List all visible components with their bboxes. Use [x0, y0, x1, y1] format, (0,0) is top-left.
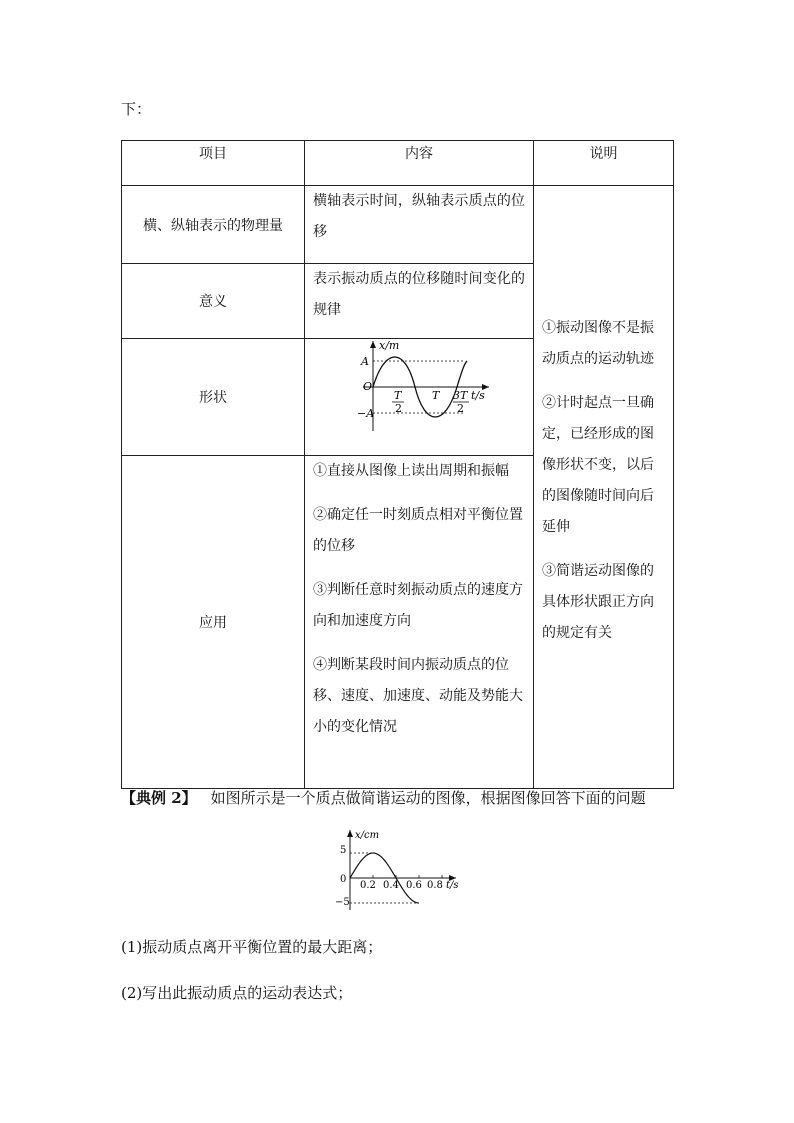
notes-cell	[534, 186, 674, 789]
row-item: 横、纵轴表示的物理量	[122, 186, 305, 264]
x-tick-label: 0.6	[406, 880, 422, 891]
row-content	[305, 456, 534, 789]
y-axis-label: x/cm	[355, 830, 380, 841]
x-axis-label: t/s	[471, 389, 485, 402]
y-axis-arrow	[347, 830, 353, 837]
amp-pos-label: A	[361, 355, 369, 368]
x-axis-label: t/s	[446, 880, 459, 891]
application-item: ④判断某段时间内振动质点的位移、速度、加速度、动能及势能大小的变化情况	[313, 657, 523, 735]
example-sine-graph	[330, 826, 470, 912]
header-notes: 说明	[534, 141, 674, 186]
y-axis-label: x/m	[379, 339, 400, 352]
note-item: ①振动图像不是振动质点的运动轨迹	[542, 319, 654, 367]
x-tick-label: 0.4	[383, 880, 399, 891]
row-item: 形状	[122, 339, 305, 456]
y-tick-label: −5	[335, 897, 350, 908]
example-tag: 【典例 2】	[121, 789, 197, 807]
example-text: 如图所示是一个质点做简谐运动的图像，根据图像回答下面的问题	[210, 789, 646, 807]
x-tick-label: 0.2	[360, 880, 376, 891]
y-tick-label: 5	[340, 845, 347, 856]
tick-t: T	[432, 389, 440, 402]
question-2: (2)写出此振动质点的运动表达式；	[121, 984, 353, 1002]
amp-neg-label: −A	[357, 407, 375, 420]
question-1: (1)振动质点离开平衡位置的最大距离；	[121, 938, 383, 956]
tick-3t-half: 3T	[453, 389, 468, 402]
tick-t-half: T	[394, 389, 402, 402]
application-item: ①直接从图像上读出周期和振幅	[313, 463, 509, 479]
tick-3t-half-den: 2	[457, 402, 464, 415]
shape-graph-cell	[305, 339, 534, 456]
row-item: 意义	[122, 264, 305, 339]
tick-t-half-den: 2	[395, 402, 402, 415]
note-item: ②计时起点一旦确定，已经形成的图像形状不变，以后的图像随时间向后延伸	[542, 394, 654, 535]
example-paragraph	[121, 787, 681, 809]
intro-text: 下：	[121, 100, 152, 118]
application-item: ③判断任意时刻振动质点的速度方向和加速度方向	[313, 582, 523, 629]
row-content: 表示振动质点的位移随时间变化的规律	[305, 264, 534, 339]
header-item: 项目	[122, 141, 305, 186]
table-row	[122, 186, 674, 264]
sine-shape-graph	[305, 339, 533, 451]
y-tick-label: 0	[340, 874, 347, 885]
x-tick-label: 0.8	[427, 880, 443, 891]
row-content: 横轴表示时间，纵轴表示质点的位移	[305, 186, 534, 264]
header-content: 内容	[305, 141, 534, 186]
table-header-row	[122, 141, 674, 186]
y-axis-arrow	[370, 341, 376, 348]
note-item: ③简谐运动图像的具体形状跟正方向的规定有关	[542, 562, 654, 641]
row-item: 应用	[122, 456, 305, 789]
vibration-graph-table	[121, 140, 674, 789]
origin-label: O	[363, 380, 373, 393]
application-item: ②确定任一时刻质点相对平衡位置的位移	[313, 507, 523, 554]
